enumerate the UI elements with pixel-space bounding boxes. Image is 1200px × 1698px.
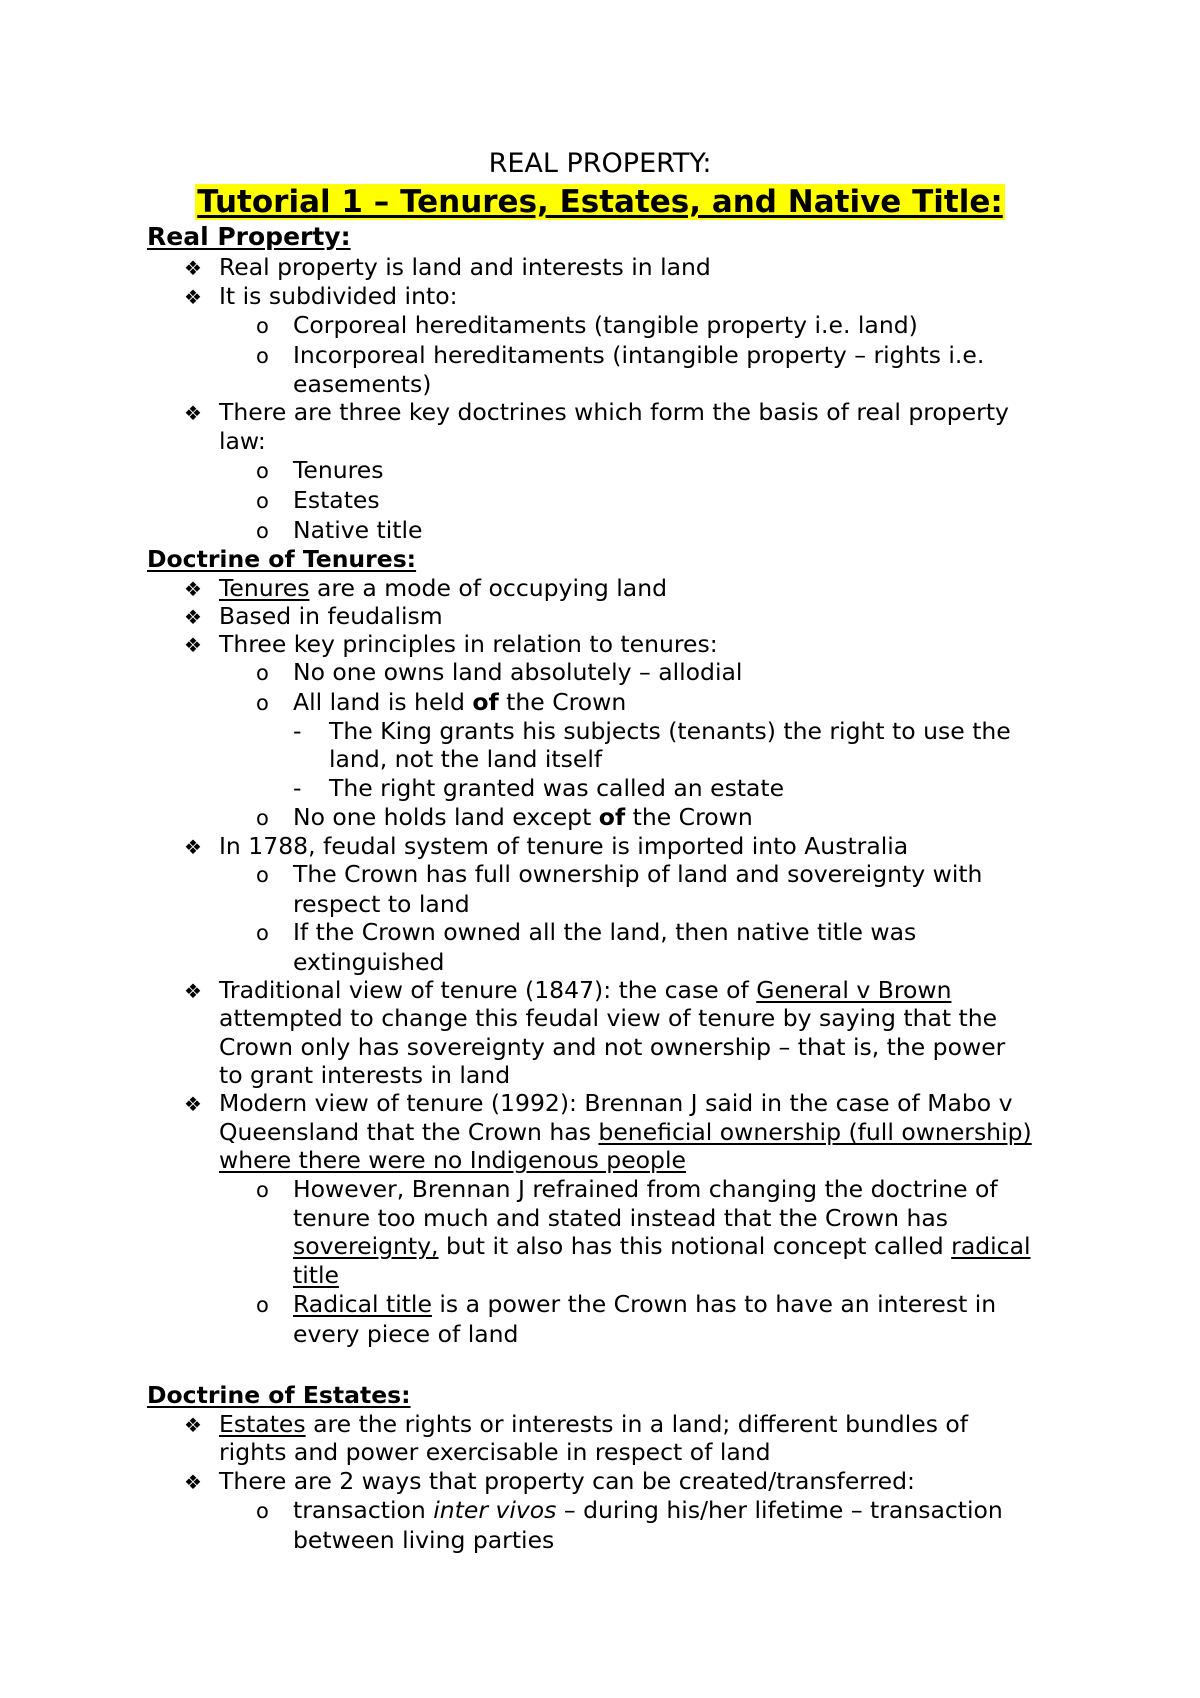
list-item-continuation: between living parties	[293, 1526, 555, 1554]
list-item-continuation: respect to land	[293, 890, 470, 918]
heading-real-property: Real Property:	[147, 222, 351, 251]
heading-doctrine-of-tenures: Doctrine of Tenures:	[147, 545, 417, 573]
list-item-continuation: sovereignty, but it also has this notional concept called radical	[293, 1232, 1031, 1260]
diamond-bullet-icon: ❖	[184, 401, 202, 425]
list-item-continuation: rights and power exercisable in respect of land	[219, 1438, 771, 1466]
list-item-continuation: attempted to change this feudal view of tenure by saying that the	[219, 1004, 998, 1032]
list-item: transaction inter vivos – during his/her lifetime – transaction	[293, 1496, 1003, 1524]
circle-bullet-icon: o	[256, 921, 269, 945]
list-item: Incorporeal hereditaments (intangible property – rights i.e.	[293, 341, 985, 369]
list-item: Estates	[293, 486, 380, 514]
list-item: The right granted was called an estate	[329, 774, 785, 802]
list-item: The King grants his subjects (tenants) the right to use the	[329, 717, 1011, 745]
list-item: Tenures are a mode of occupying land	[219, 574, 668, 602]
list-item-continuation: tenure too much and stated instead that the Crown has	[293, 1204, 949, 1232]
list-item: Estates are the rights or interests in a land; different bundles of	[219, 1410, 969, 1438]
list-item: However, Brennan J refrained from changing the doctrine of	[293, 1175, 998, 1203]
list-item: Based in feudalism	[219, 602, 443, 630]
list-item: There are three key doctrines which form the basis of real property	[219, 398, 1009, 426]
list-item: There are 2 ways that property can be created/transferred:	[219, 1467, 915, 1495]
list-item: All land is held of the Crown	[293, 688, 627, 716]
diamond-bullet-icon: ❖	[184, 1413, 202, 1437]
list-item: In 1788, feudal system of tenure is imported into Australia	[219, 832, 909, 860]
diamond-bullet-icon: ❖	[184, 1092, 202, 1116]
dash-bullet-icon: -	[293, 774, 302, 802]
list-item-continuation: extinguished	[293, 948, 445, 976]
list-item-continuation: to grant interests in land	[219, 1061, 511, 1089]
list-item: The Crown has full ownership of land and sovereignty with	[293, 860, 983, 888]
list-item: If the Crown owned all the land, then native title was	[293, 918, 917, 946]
list-item: It is subdivided into:	[219, 282, 458, 310]
diamond-bullet-icon: ❖	[184, 256, 202, 280]
list-item: Three key principles in relation to tenures:	[219, 630, 718, 658]
list-item: Radical title is a power the Crown has to have an interest in	[293, 1290, 997, 1318]
list-item: Real property is land and interests in land	[219, 253, 711, 281]
circle-bullet-icon: o	[256, 691, 269, 715]
dash-bullet-icon: -	[293, 717, 302, 745]
list-item: Native title	[293, 516, 423, 544]
list-item: No one holds land except of the Crown	[293, 803, 753, 831]
circle-bullet-icon: o	[256, 519, 269, 543]
subtitle-highlight: Tutorial 1 – Tenures, Estates, and Native Title:	[197, 184, 1003, 220]
list-item-continuation: where there were no Indigenous people	[219, 1146, 686, 1174]
list-item-continuation: Crown only has sovereignty and not ownership – that is, the power	[219, 1033, 1006, 1061]
document-subtitle	[0, 183, 1200, 221]
list-item: No one owns land absolutely – allodial	[293, 658, 743, 686]
diamond-bullet-icon: ❖	[184, 633, 202, 657]
circle-bullet-icon: o	[256, 863, 269, 887]
list-item-continuation: every piece of land	[293, 1320, 519, 1348]
list-item: Corporeal hereditaments (tangible property i.e. land)	[293, 311, 918, 339]
list-item: Tenures	[293, 456, 384, 484]
diamond-bullet-icon: ❖	[184, 835, 202, 859]
circle-bullet-icon: o	[256, 344, 269, 368]
list-item-continuation: Queensland that the Crown has beneficial ownership (full ownership)	[219, 1118, 1032, 1146]
diamond-bullet-icon: ❖	[184, 979, 202, 1003]
circle-bullet-icon: o	[256, 1293, 269, 1317]
circle-bullet-icon: o	[256, 314, 269, 338]
list-item: Modern view of tenure (1992): Brennan J said in the case of Mabo v	[219, 1089, 1013, 1117]
document-title: REAL PROPERTY:	[488, 148, 712, 179]
circle-bullet-icon: o	[256, 459, 269, 483]
diamond-bullet-icon: ❖	[184, 605, 202, 629]
circle-bullet-icon: o	[256, 489, 269, 513]
diamond-bullet-icon: ❖	[184, 577, 202, 601]
list-item: Traditional view of tenure (1847): the case of General v Brown	[219, 976, 952, 1004]
circle-bullet-icon: o	[256, 1499, 269, 1523]
circle-bullet-icon: o	[256, 806, 269, 830]
heading-doctrine-of-estates: Doctrine of Estates:	[147, 1381, 411, 1409]
list-item-continuation: title	[293, 1261, 339, 1289]
list-item-continuation: easements)	[293, 370, 432, 398]
diamond-bullet-icon: ❖	[184, 1470, 202, 1494]
circle-bullet-icon: o	[256, 661, 269, 685]
circle-bullet-icon: o	[256, 1178, 269, 1202]
list-item-continuation: land, not the land itself	[329, 745, 603, 773]
diamond-bullet-icon: ❖	[184, 285, 202, 309]
list-item-continuation: law:	[219, 427, 266, 455]
